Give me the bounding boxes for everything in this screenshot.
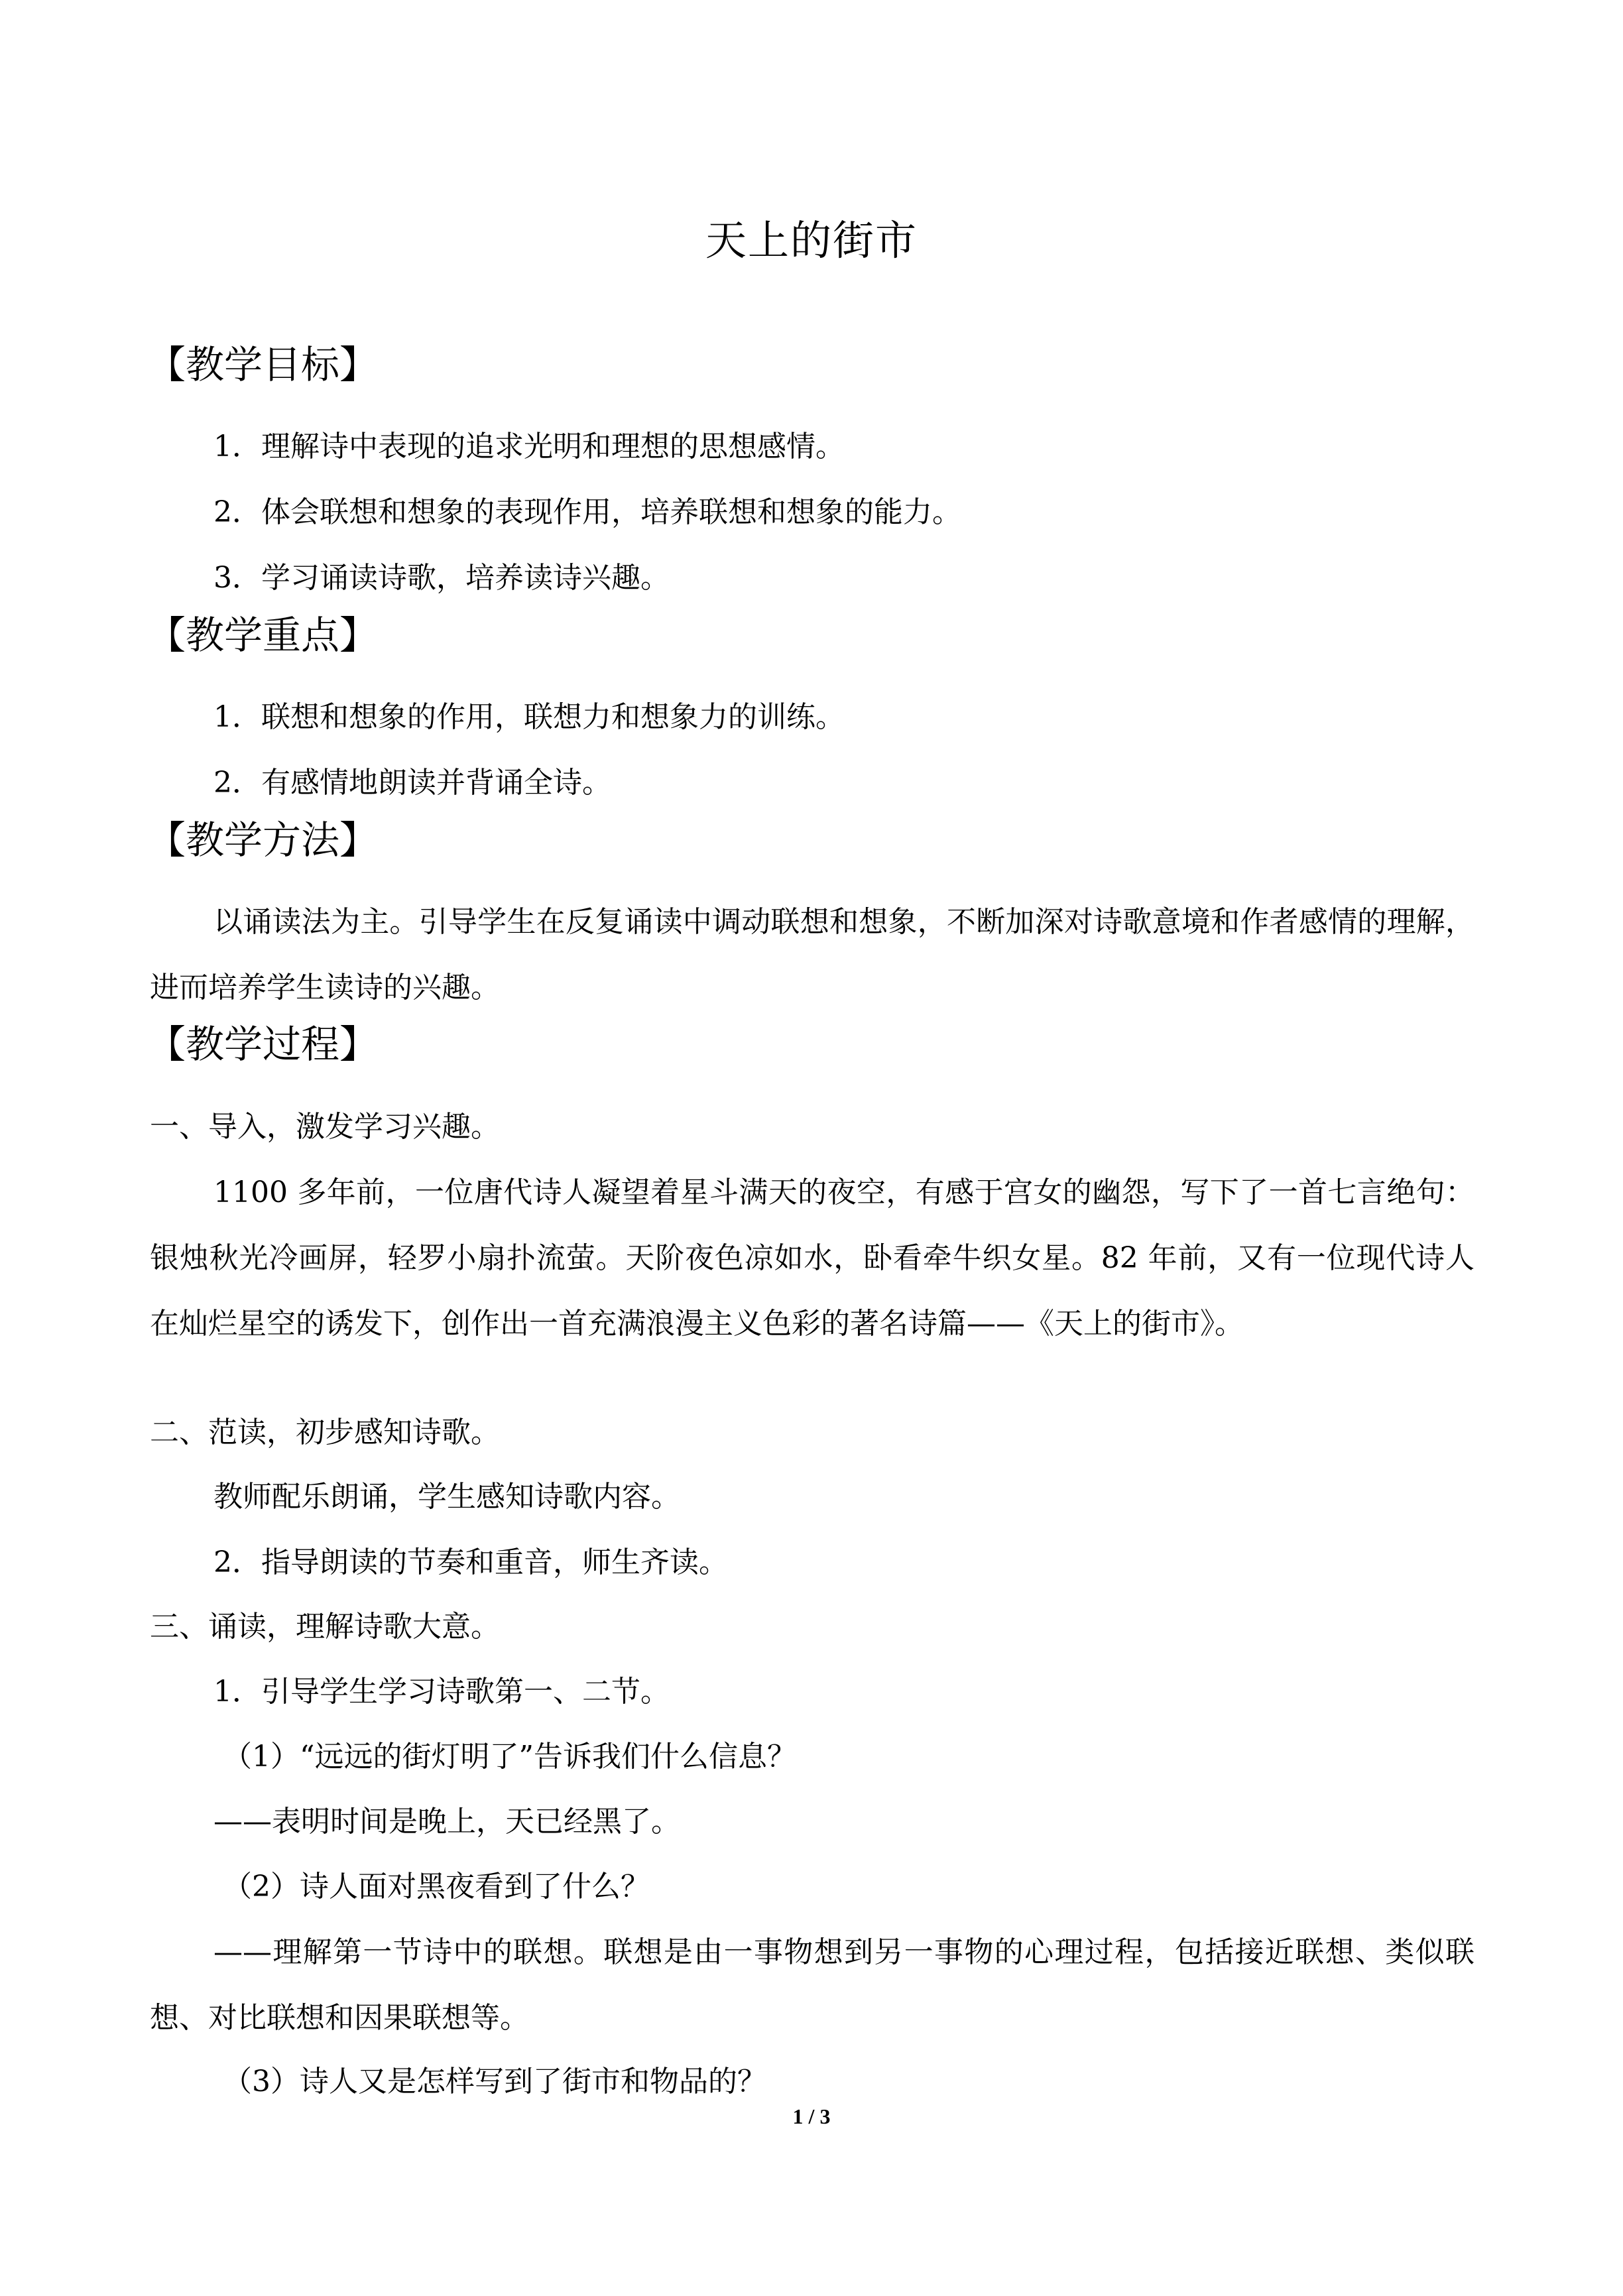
process-step-2-line-1: 教师配乐朗诵，学生感知诗歌内容。 [213,1480,680,1514]
process-step-3-answer-2: ——理解第一节诗中的联想。联想是由一事物想到另一事物的心理过程，包括接近联想、类似联想、对比联想和因果联想等。 [150,1935,1474,2035]
focus-item-1: 1．联想和想象的作用，联想力和想象力的训练。 [213,700,845,734]
focus-item-2: 2．有感情地朗读并背诵全诗。 [213,766,611,800]
page-title: 天上的街市 [705,216,918,265]
process-step-3-question-1: （1）“远远的街灯明了”告诉我们什么信息？ [223,1740,796,1774]
section-heading-process: 【教学过程】 [147,1022,379,1067]
goal-item-1: 1．理解诗中表现的追求光明和理想的思想感情。 [213,430,845,463]
method-paragraph: 以诵读法为主。引导学生在反复诵读中调动联想和想象，不断加深对诗歌意境和作者感情的理解，进而培养学生读诗的兴趣。 [150,905,1474,1004]
section-heading-goals: 【教学目标】 [147,342,379,387]
process-step-2-line-2: 2．指导朗读的节奏和重音，师生齐读。 [213,1545,728,1579]
goal-item-3: 3．学习诵读诗歌，培养读诗兴趣。 [213,561,670,595]
process-step-3-question-2: （2）诗人面对黑夜看到了什么？ [223,1870,650,1903]
page-number: 1 / 3 [792,2104,831,2128]
process-step-1-paragraph: 1100 多年前，一位唐代诗人凝望着星斗满天的夜空，有感于宫女的幽怨，写下了一首七言绝句：银烛秋光冷画屏，轻罗小扇扑流萤。天阶夜色凉如水，卧看牵牛织女星。82 年前，又有一位现代诗人在灿烂星空的诱发下，创作出一首充满浪漫主义色彩的著名诗篇——《天上的街市》。 [150,1176,1474,1341]
process-step-3-title: 三、诵读，理解诗歌大意。 [150,1610,500,1644]
section-heading-method: 【教学方法】 [147,817,379,863]
process-step-3-line-1: 1．引导学生学习诗歌第一、二节。 [213,1675,670,1709]
goal-item-2: 2．体会联想和想象的表现作用，培养联想和想象的能力。 [213,495,961,529]
process-step-3-question-3: （3）诗人又是怎样写到了街市和物品的？ [223,2065,766,2098]
section-heading-focus: 【教学重点】 [147,613,379,658]
process-step-1-title: 一、导入，激发学习兴趣。 [150,1110,500,1144]
process-step-3-answer-1: ——表明时间是晚上，天已经黑了。 [213,1805,680,1839]
process-step-2-title: 二、范读，初步感知诗歌。 [150,1416,500,1449]
